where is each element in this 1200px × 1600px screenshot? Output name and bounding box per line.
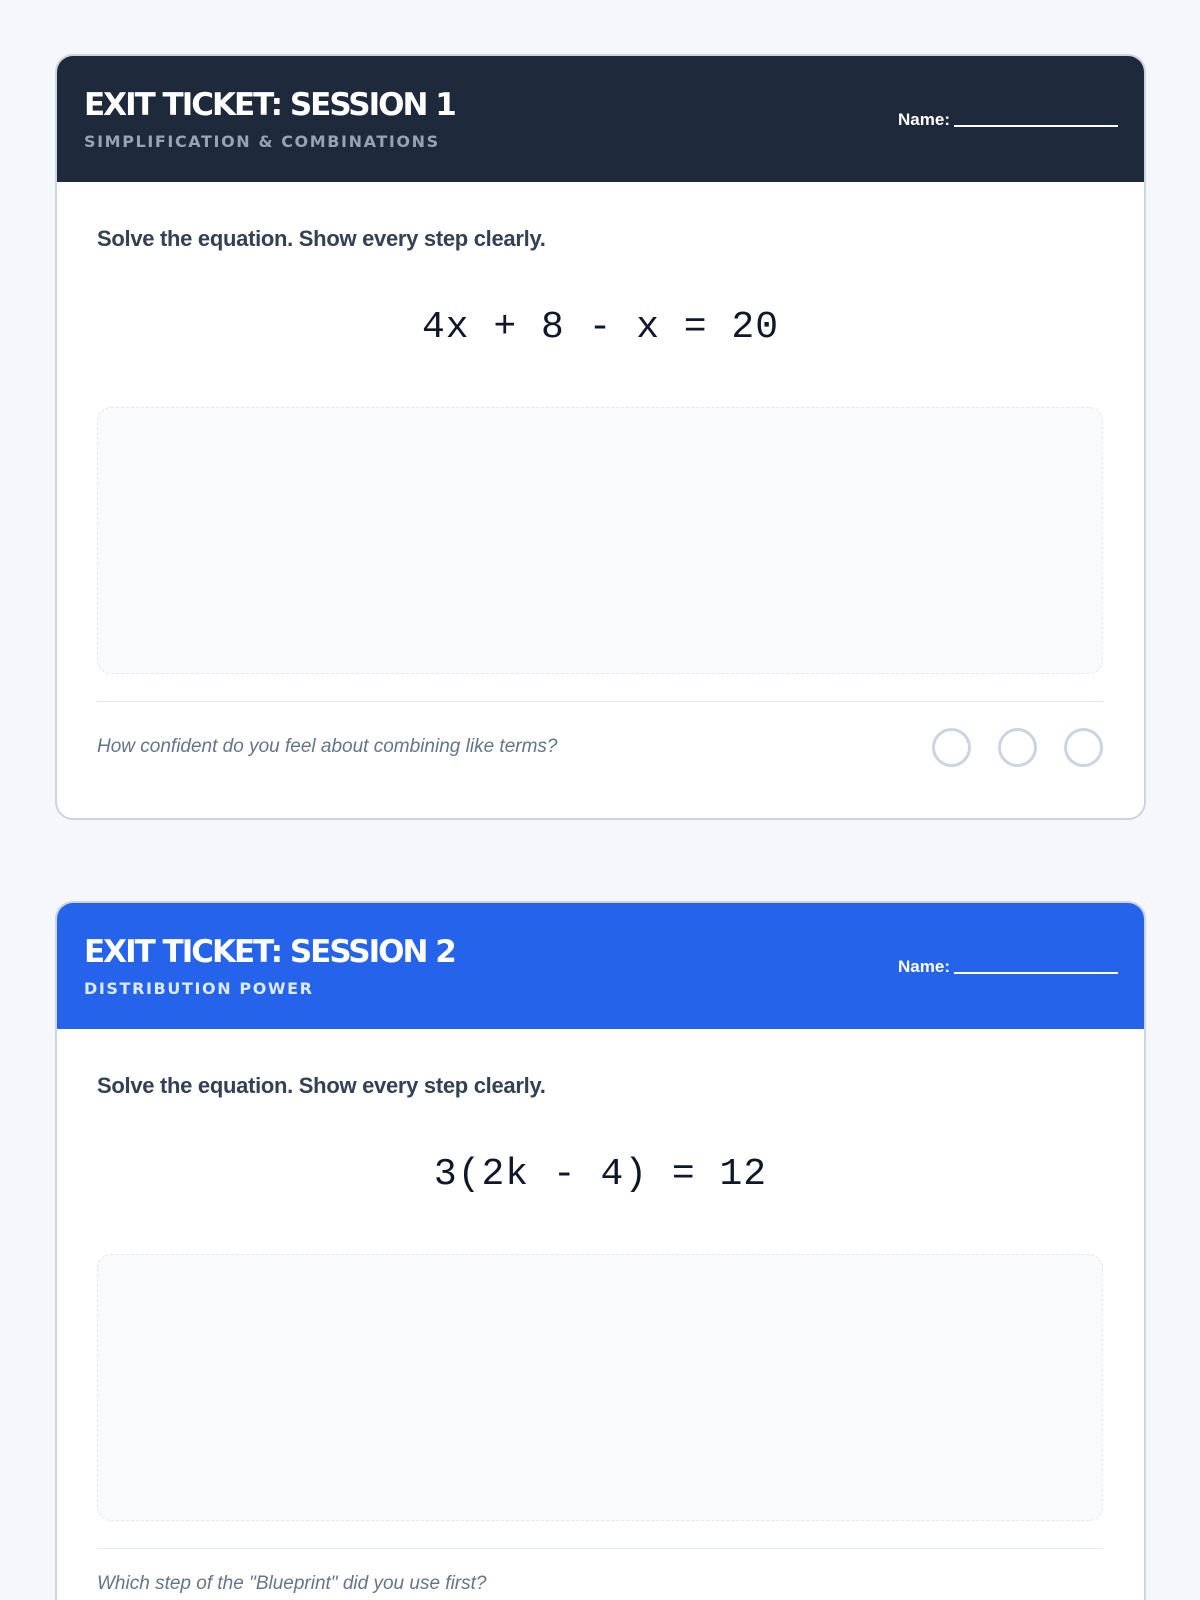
reflection-question: How confident do you feel about combining like terms? [97, 735, 558, 757]
confidence-option-3[interactable] [1064, 728, 1103, 767]
name-field[interactable] [898, 957, 1118, 977]
ticket-title: EXIT TICKET: SESSION 2 [84, 934, 455, 970]
reflection-question: Which step of the "Blueprint" did you use first? [97, 1573, 487, 1594]
reflection-row [97, 1573, 1103, 1595]
confidence-option-1[interactable] [932, 728, 971, 767]
ticket-header [57, 903, 1144, 1029]
equation: 4x + 8 - x = 20 [421, 306, 780, 349]
divider [97, 1548, 1103, 1549]
work-area[interactable] [97, 1254, 1103, 1521]
confidence-rating [932, 728, 1103, 767]
reflection-row [97, 726, 1103, 767]
name-blank-line[interactable] [954, 125, 1118, 127]
ticket-subtitle: DISTRIBUTION POWER [84, 979, 314, 999]
divider [97, 701, 1103, 702]
equation: 3(2k - 4) = 12 [433, 1153, 768, 1196]
work-area[interactable] [97, 407, 1103, 674]
name-label: Name: [898, 957, 950, 976]
ticket-header [57, 56, 1144, 182]
confidence-option-2[interactable] [998, 728, 1037, 767]
ticket-body [57, 1029, 1144, 1595]
exit-ticket-session-1 [55, 54, 1146, 820]
exit-ticket-session-2 [55, 901, 1146, 1600]
instruction-text: Solve the equation. Show every step clearly. [97, 1073, 546, 1098]
instruction-text: Solve the equation. Show every step clearly. [97, 226, 546, 251]
name-label: Name: [898, 110, 950, 129]
ticket-title: EXIT TICKET: SESSION 1 [84, 87, 455, 123]
ticket-body [57, 182, 1144, 767]
ticket-subtitle: SIMPLIFICATION & COMBINATIONS [84, 132, 440, 152]
name-blank-line[interactable] [954, 972, 1118, 974]
name-field[interactable] [898, 110, 1118, 130]
